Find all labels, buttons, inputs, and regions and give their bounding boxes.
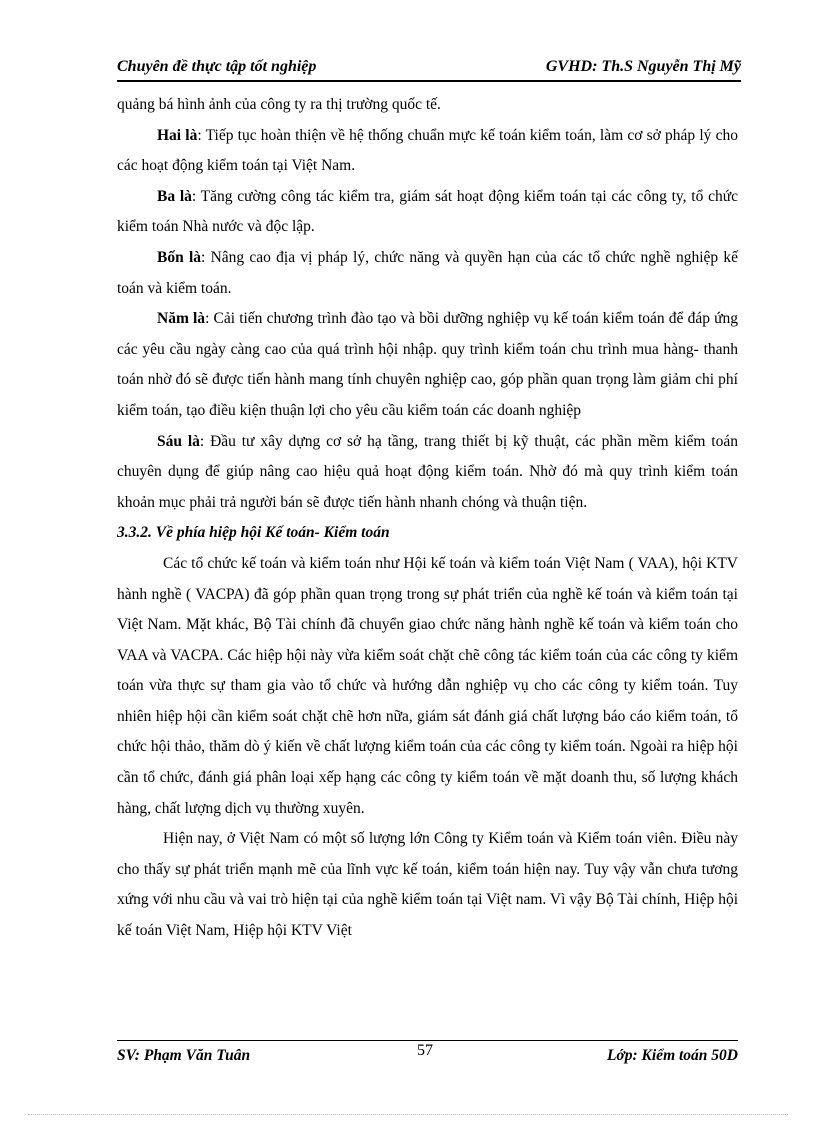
body-text	[117, 90, 738, 947]
page-number: 57	[417, 1042, 433, 1059]
paragraph-continuation: quảng bá hình ảnh của công ty ra thị trường quốc tế.	[117, 96, 441, 113]
page-footer	[117, 1040, 738, 1071]
paragraph-lead: Ba là	[157, 187, 192, 205]
paragraph-lead: Hai là	[157, 126, 198, 144]
footer-class: Lớp: Kiểm toán 50D	[606, 1047, 738, 1064]
paragraph-lead: Năm là	[157, 310, 206, 328]
paragraph-lead: Sáu là	[157, 432, 200, 450]
paragraph-sau-la: Sáu là: Đầu tư xây dựng cơ sở hạ tầng, trang thiết bị kỹ thuật, các phần mềm kiểm toán chuyên dụng để giúp nâng cao hiệu quả hoạt động kiểm toán. Nhờ đó mà quy trình kiểm toán khoản mục phải trả người bán sẽ được tiến hành nhanh chóng và thuận tiện.	[117, 432, 738, 511]
section-paragraph: Các tổ chức kế toán và kiểm toán như Hội kế toán và kiểm toán Việt Nam ( VAA), hội KTV hành nghề ( VACPA) đã góp phần quan trọng trong sự phát triển của nghề kế toán và kiểm toán tại Việt Nam. Mặt khác, Bộ Tài chính đã chuyển giao chức năng hành nghề kế toán và kiểm toán cho VAA và VACPA. Các hiệp hội này vừa kiểm soát chặt chẽ công tác kiểm toán của các công ty kiểm toán vừa thực sự tham gia vào tổ chức và hướng dẫn nghiệp vụ cho các công ty kiểm toán. Tuy nhiên hiệp hội cần kiểm soát chặt chẽ hơn nữa, giám sát đánh giá chất lượng báo cáo kiểm toán, tổ chức hội thảo, thăm dò ý kiến về chất lượng kiểm toán của các công ty kiểm toán. Ngoài ra hiệp hội cần tổ chức, đánh giá phân loại xếp hạng các công ty kiểm toán về mặt doanh thu, số lượng khách hàng, chất lượng dịch vụ thường xuyên.	[117, 554, 738, 817]
header-advisor: GVHD: Th.S Nguyễn Thị Mỹ	[545, 58, 741, 75]
paragraph-hai-la: Hai là: Tiếp tục hoàn thiện về hệ thống chuẩn mực kế toán kiểm toán, làm cơ sở pháp lý cho các hoạt động kiểm toán tại Việt Nam.	[117, 126, 738, 175]
page-header	[117, 54, 741, 82]
section-paragraph: Hiện nay, ở Việt Nam có một số lượng lớn Công ty Kiểm toán và Kiểm toán viên. Điều này cho thấy sự phát triển mạnh mẽ của lĩnh vực kế toán, kiểm toán hiện nay. Tuy vậy vẫn chưa tương xứng với nhu cầu và vai trò hiện tại của nghề kiểm toán tại Việt nam. Vì vậy Bộ Tài chính, Hiệp hội kế toán Việt Nam, Hiệp hội KTV Việt	[117, 830, 738, 940]
header-title: Chuyên đề thực tập tốt nghiệp	[117, 58, 317, 75]
section-heading: 3.3.2. Về phía hiệp hội Kế toán- Kiểm toán	[117, 524, 390, 542]
paragraph-lead: Bốn là	[157, 248, 202, 266]
page-edge-divider	[28, 1114, 788, 1115]
paragraph-nam-la: Năm là: Cải tiến chương trình đào tạo và bồi dưỡng nghiệp vụ kế toán kiểm toán để đáp ứng các yêu cầu ngày càng cao của quá trình hội nhập. quy trình kiểm toán chu trình mua hàng- thanh toán nhờ đó sẽ được tiến hành mang tính chuyên nghiệp cao, góp phần quan trọng làm giảm chi phí kiểm toán, tạo điều kiện thuận lợi cho yêu cầu kiểm toán các doanh nghiệp	[117, 310, 738, 419]
paragraph-bon-la: Bốn là: Nâng cao địa vị pháp lý, chức năng và quyền hạn của các tổ chức nghề nghiệp kế toán và kiểm toán.	[117, 248, 739, 297]
footer-student: SV: Phạm Văn Tuân	[117, 1047, 251, 1064]
paragraph-ba-la: Ba là: Tăng cường công tác kiểm tra, giám sát hoạt động kiểm toán tại các công ty, tổ chức kiểm toán Nhà nước và độc lập.	[117, 187, 738, 236]
